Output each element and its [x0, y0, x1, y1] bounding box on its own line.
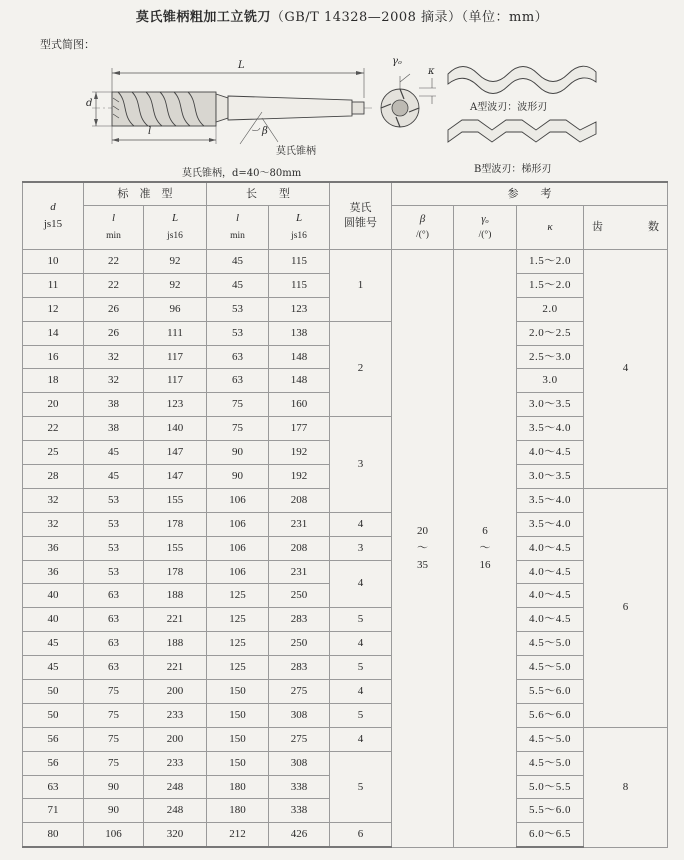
table-cell: 150 — [207, 751, 269, 775]
table-cell: 177 — [269, 417, 330, 441]
table-cell: 150 — [207, 680, 269, 704]
table-row — [23, 608, 668, 632]
table-cell: 106 — [207, 488, 269, 512]
table-cell: 4.5～5.0 — [517, 656, 584, 680]
teeth-cell: 6 — [584, 488, 668, 727]
table-cell: 90 — [84, 775, 144, 799]
table-row — [23, 632, 668, 656]
morse-cell: 4 — [330, 560, 392, 608]
table-cell: 40 — [23, 608, 84, 632]
label-beta: β — [262, 126, 268, 137]
table-cell: 3.5～4.0 — [517, 512, 584, 536]
table-cell: 233 — [144, 751, 207, 775]
table-cell: 4.0～4.5 — [517, 441, 584, 465]
table-cell: 106 — [207, 512, 269, 536]
table-cell: 283 — [269, 656, 330, 680]
table-cell: 147 — [144, 441, 207, 465]
label-type-a: A型波刃：波形刃 — [470, 102, 548, 113]
label-l: l — [148, 126, 152, 137]
table-cell: 32 — [23, 512, 84, 536]
table-cell: 188 — [144, 584, 207, 608]
morse-cell: 5 — [330, 703, 392, 727]
table-cell: 248 — [144, 799, 207, 823]
table-cell: 1.5～2.0 — [517, 250, 584, 274]
table-cell: 2.5～3.0 — [517, 345, 584, 369]
table-cell: 14 — [23, 321, 84, 345]
header-std-L: L js16 — [144, 206, 207, 250]
table-cell: 92 — [144, 250, 207, 274]
table-cell: 5.5～6.0 — [517, 799, 584, 823]
table-cell: 12 — [23, 297, 84, 321]
table-cell: 125 — [207, 632, 269, 656]
table-cell: 75 — [84, 727, 144, 751]
table-cell: 22 — [84, 273, 144, 297]
table-row — [23, 703, 668, 727]
table-cell: 115 — [269, 250, 330, 274]
table-cell: 155 — [144, 536, 207, 560]
table-cell: 4.5～5.0 — [517, 751, 584, 775]
table-cell: 188 — [144, 632, 207, 656]
table-cell: 45 — [23, 656, 84, 680]
table-cell: 123 — [269, 297, 330, 321]
table-cell: 75 — [84, 703, 144, 727]
table-cell: 53 — [84, 488, 144, 512]
table-cell: 90 — [207, 441, 269, 465]
table-cell: 36 — [23, 536, 84, 560]
wave-profile-b — [448, 120, 596, 142]
table-cell: 5.5～6.0 — [517, 680, 584, 704]
table-cell: 426 — [269, 823, 330, 847]
table-cell: 4.5～5.0 — [517, 632, 584, 656]
table-cell: 96 — [144, 297, 207, 321]
table-cell: 71 — [23, 799, 84, 823]
table-cell: 63 — [23, 775, 84, 799]
figure — [0, 46, 684, 180]
table-cell: 231 — [269, 512, 330, 536]
table-cell: 123 — [144, 393, 207, 417]
morse-cell: 3 — [330, 536, 392, 560]
table-cell: 248 — [144, 775, 207, 799]
page-title — [0, 6, 684, 25]
table-cell: 45 — [207, 273, 269, 297]
teeth-cell: 4 — [584, 250, 668, 489]
table-cell: 125 — [207, 656, 269, 680]
table-cell: 221 — [144, 608, 207, 632]
table-cell: 250 — [269, 632, 330, 656]
title-main: 莫氏锥柄粗加工立铣刀 — [135, 10, 271, 25]
teeth-cell: 8 — [584, 727, 668, 847]
table-cell: 115 — [269, 273, 330, 297]
table-cell: 275 — [269, 680, 330, 704]
table-cell: 148 — [269, 345, 330, 369]
table-cell: 4.0～4.5 — [517, 608, 584, 632]
flute-section — [112, 92, 216, 126]
gamma-cell: 6 ～ 16 — [454, 250, 517, 848]
morse-cell: 3 — [330, 417, 392, 513]
table-cell: 36 — [23, 560, 84, 584]
table-row — [23, 512, 668, 536]
table-cell: 111 — [144, 321, 207, 345]
table-cell: 178 — [144, 560, 207, 584]
morse-cell: 6 — [330, 823, 392, 847]
table-cell: 90 — [207, 465, 269, 489]
table-row — [23, 656, 668, 680]
table-cell: 45 — [23, 632, 84, 656]
table-cell: 155 — [144, 488, 207, 512]
table-cell: 53 — [207, 297, 269, 321]
table-cell: 308 — [269, 751, 330, 775]
table-cell: 63 — [207, 369, 269, 393]
table-cell: 11 — [23, 273, 84, 297]
table-cell: 2.0～2.5 — [517, 321, 584, 345]
label-shank: 莫氏锥柄 — [276, 146, 316, 157]
table-cell: 125 — [207, 584, 269, 608]
table-cell: 90 — [84, 799, 144, 823]
table-cell: 180 — [207, 775, 269, 799]
label-L: L — [238, 60, 245, 71]
table-cell: 6.0～6.5 — [517, 823, 584, 847]
morse-cell: 5 — [330, 656, 392, 680]
table-cell: 3.0～3.5 — [517, 393, 584, 417]
title-sub: （GB/T 14328—2008 摘录）（单位：mm） — [270, 10, 549, 25]
end-view — [381, 74, 436, 127]
table-cell: 208 — [269, 536, 330, 560]
table-row — [23, 823, 668, 847]
table-cell: 338 — [269, 799, 330, 823]
table-cell: 22 — [23, 417, 84, 441]
table-cell: 45 — [84, 441, 144, 465]
table-cell: 125 — [207, 608, 269, 632]
table-cell: 231 — [269, 560, 330, 584]
table-row — [23, 727, 668, 751]
table-cell: 4.5～5.0 — [517, 727, 584, 751]
label-shank-caption: 莫氏锥柄，d=40～80mm — [182, 168, 302, 179]
spec-table — [22, 181, 668, 848]
table-cell: 150 — [207, 703, 269, 727]
table-cell: 3.0～3.5 — [517, 465, 584, 489]
table-cell: 92 — [144, 273, 207, 297]
table-cell: 80 — [23, 823, 84, 847]
table-cell: 250 — [269, 584, 330, 608]
table-cell: 283 — [269, 608, 330, 632]
morse-cell: 5 — [330, 751, 392, 823]
table-cell: 148 — [269, 369, 330, 393]
table-cell: 106 — [207, 560, 269, 584]
table-cell: 50 — [23, 703, 84, 727]
header-long-l: l min — [207, 206, 269, 250]
table-cell: 45 — [84, 465, 144, 489]
header-kappa: κ — [517, 206, 584, 250]
table-cell: 275 — [269, 727, 330, 751]
table-cell: 63 — [84, 584, 144, 608]
table-cell: 140 — [144, 417, 207, 441]
header-long-L: L js16 — [269, 206, 330, 250]
table-cell: 75 — [84, 680, 144, 704]
table-cell: 4.0～4.5 — [517, 560, 584, 584]
table-cell: 208 — [269, 488, 330, 512]
table-cell: 38 — [84, 417, 144, 441]
table-cell: 320 — [144, 823, 207, 847]
table-cell: 32 — [84, 369, 144, 393]
table-cell: 221 — [144, 656, 207, 680]
table-cell: 40 — [23, 584, 84, 608]
label-type-b: B型波刃：梯形刃 — [474, 164, 552, 175]
table-cell: 25 — [23, 441, 84, 465]
table-cell: 32 — [23, 488, 84, 512]
table-cell: 2.0 — [517, 297, 584, 321]
table-cell: 200 — [144, 727, 207, 751]
table-cell: 3.5～4.0 — [517, 488, 584, 512]
header-std-l: l min — [84, 206, 144, 250]
table-cell: 56 — [23, 751, 84, 775]
table-cell: 147 — [144, 465, 207, 489]
label-gamma: γₒ — [392, 56, 402, 67]
header-d: d js15 — [23, 182, 84, 250]
table-row — [23, 321, 668, 345]
label-d: d — [86, 98, 93, 109]
table-cell: 26 — [84, 321, 144, 345]
table-cell: 180 — [207, 799, 269, 823]
table-cell: 106 — [207, 536, 269, 560]
header-long: 长 型 — [207, 182, 330, 206]
morse-cell: 1 — [330, 250, 392, 322]
table-cell: 5.0～5.5 — [517, 775, 584, 799]
morse-cell: 4 — [330, 727, 392, 751]
table-cell: 53 — [84, 512, 144, 536]
table-cell: 233 — [144, 703, 207, 727]
table-cell: 308 — [269, 703, 330, 727]
table-cell: 3.0 — [517, 369, 584, 393]
table-cell: 20 — [23, 393, 84, 417]
header-standard: 标 准 型 — [84, 182, 207, 206]
table-cell: 192 — [269, 465, 330, 489]
table-cell: 3.5～4.0 — [517, 417, 584, 441]
label-kappa: κ — [428, 66, 435, 77]
morse-cell: 4 — [330, 680, 392, 704]
header-reference: 参 考 — [392, 182, 668, 206]
table-row — [23, 250, 668, 274]
table-cell: 63 — [207, 345, 269, 369]
table-cell: 50 — [23, 680, 84, 704]
table-cell: 28 — [23, 465, 84, 489]
table-cell: 75 — [84, 751, 144, 775]
table-cell: 53 — [84, 536, 144, 560]
table-cell: 75 — [207, 393, 269, 417]
wave-profile-a — [448, 66, 596, 93]
header-teeth: 齿 数 — [584, 206, 668, 250]
table-cell: 10 — [23, 250, 84, 274]
header-beta: β /(°) — [392, 206, 454, 250]
table-cell: 138 — [269, 321, 330, 345]
header-morse: 莫氏 圆锥号 — [330, 182, 392, 250]
header-gamma: γₒ /(°) — [454, 206, 517, 250]
table-row — [23, 560, 668, 584]
figure-caption-top: 型式简图： — [40, 38, 95, 51]
table-cell: 38 — [84, 393, 144, 417]
table-cell: 150 — [207, 727, 269, 751]
table-row — [23, 680, 668, 704]
table-cell: 53 — [207, 321, 269, 345]
morse-cell: 4 — [330, 632, 392, 656]
table-cell: 16 — [23, 345, 84, 369]
table-cell: 5.6～6.0 — [517, 703, 584, 727]
table-cell: 1.5～2.0 — [517, 273, 584, 297]
table-cell: 18 — [23, 369, 84, 393]
cutter-drawing — [0, 46, 684, 180]
table-cell: 63 — [84, 608, 144, 632]
table-row — [23, 536, 668, 560]
table-cell: 192 — [269, 441, 330, 465]
table-cell: 338 — [269, 775, 330, 799]
table-cell: 22 — [84, 250, 144, 274]
table-cell: 53 — [84, 560, 144, 584]
table-cell: 63 — [84, 632, 144, 656]
morse-cell: 5 — [330, 608, 392, 632]
morse-cell: 2 — [330, 321, 392, 417]
table-row — [23, 417, 668, 441]
table-cell: 200 — [144, 680, 207, 704]
table-cell: 63 — [84, 656, 144, 680]
table-cell: 32 — [84, 345, 144, 369]
table-cell: 212 — [207, 823, 269, 847]
table-cell: 45 — [207, 250, 269, 274]
beta-cell: 20 ～ 35 — [392, 250, 454, 848]
table-cell: 178 — [144, 512, 207, 536]
table-cell: 56 — [23, 727, 84, 751]
morse-cell: 4 — [330, 512, 392, 536]
table-cell: 106 — [84, 823, 144, 847]
table-cell: 75 — [207, 417, 269, 441]
table-cell: 117 — [144, 345, 207, 369]
table-cell: 117 — [144, 369, 207, 393]
table-cell: 26 — [84, 297, 144, 321]
table-row — [23, 751, 668, 775]
table-cell: 160 — [269, 393, 330, 417]
table-cell: 4.0～4.5 — [517, 584, 584, 608]
table-cell: 4.0～4.5 — [517, 536, 584, 560]
